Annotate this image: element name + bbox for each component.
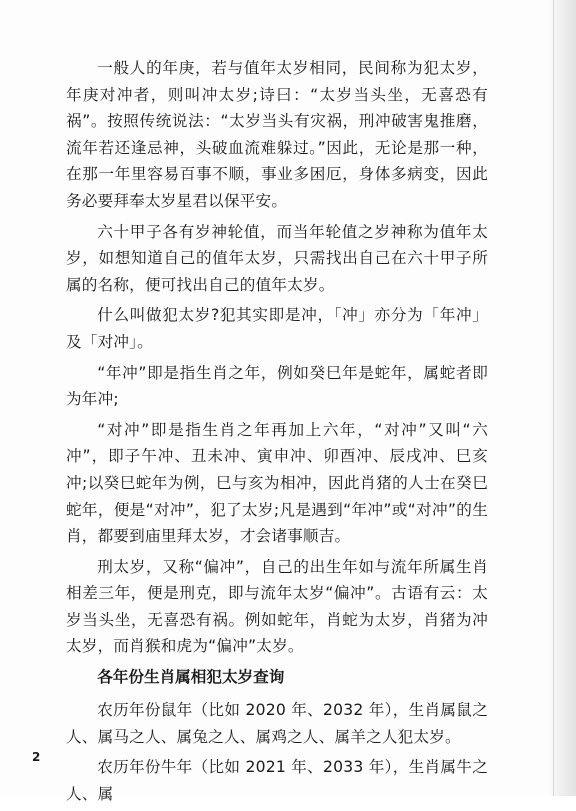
paragraph-5: “对冲”即是指生肖之年再加上六年，“对冲”又叫“六冲”，即子午冲、丑未冲、寅申冲、卯酉冲、辰戌冲、巳亥冲;以癸巳蛇年为例，巳与亥为相冲，因此肖猪的人士在癸巳蛇年，便是“对冲”，犯了太岁;凡是遇到“年冲”或“对冲”的生肖，都要到庙里拜太岁，才会诸事顺吉。 [66,420,488,546]
paragraph-1: 一般人的年庚，若与值年太岁相同，民间称为犯太岁，年庚对冲者，则叫冲太岁;诗曰：“太岁当头坐，无喜恐有祸”。按照传统说法：“太岁当头有灾祸，刑冲破害鬼推磨，流年若还逢忌神，头破血流难躲过。”因此，无论是那一种，在那一年里容易百事不顺，事业多困厄，身体多病变，因此务必要拜奉太岁星君以保平安。 [66,59,488,210]
paragraph-7: 农历年份鼠年（比如 2020 年、2032 年），生肖属鼠之人、属马之人、属兔之人、属鸡之人、属羊之人犯太岁。 [66,701,488,746]
page-edge-shadow [546,0,576,796]
paragraph-3: 什么叫做犯太岁?犯其实即是冲，「冲」亦分为「年冲」及「对冲」。 [66,306,488,351]
paragraph-4: “年冲”即是指生肖之年，例如癸巳年是蛇年，属蛇者即为年冲; [66,363,488,409]
page-body [66,55,488,811]
page-number: 2 [32,750,41,764]
paragraph-8: 农历年份牛年（比如 2021 年、2033 年），生肖属牛之人、属 [66,758,488,803]
page-edge-line [553,0,554,796]
section-heading: 各年份生肖属相犯太岁查询 [97,668,285,687]
paragraph-6: 刑太岁，又称“偏冲”，自己的出生年如与流年所属生肖相差三年，便是刑克，即与流年太岁“偏冲”。古语有云：太岁当头坐，无喜恐有祸。例如蛇年，肖蛇为太岁，肖猪为冲太岁，而肖猴和虎为“偏冲”太岁。 [66,557,488,656]
paragraph-2: 六十甲子各有岁神轮值，而当年轮值之岁神称为值年太岁，如想知道自己的值年太岁，只需找出自己在六十甲子所属的名称，便可找出自己的值年太岁。 [66,222,488,294]
